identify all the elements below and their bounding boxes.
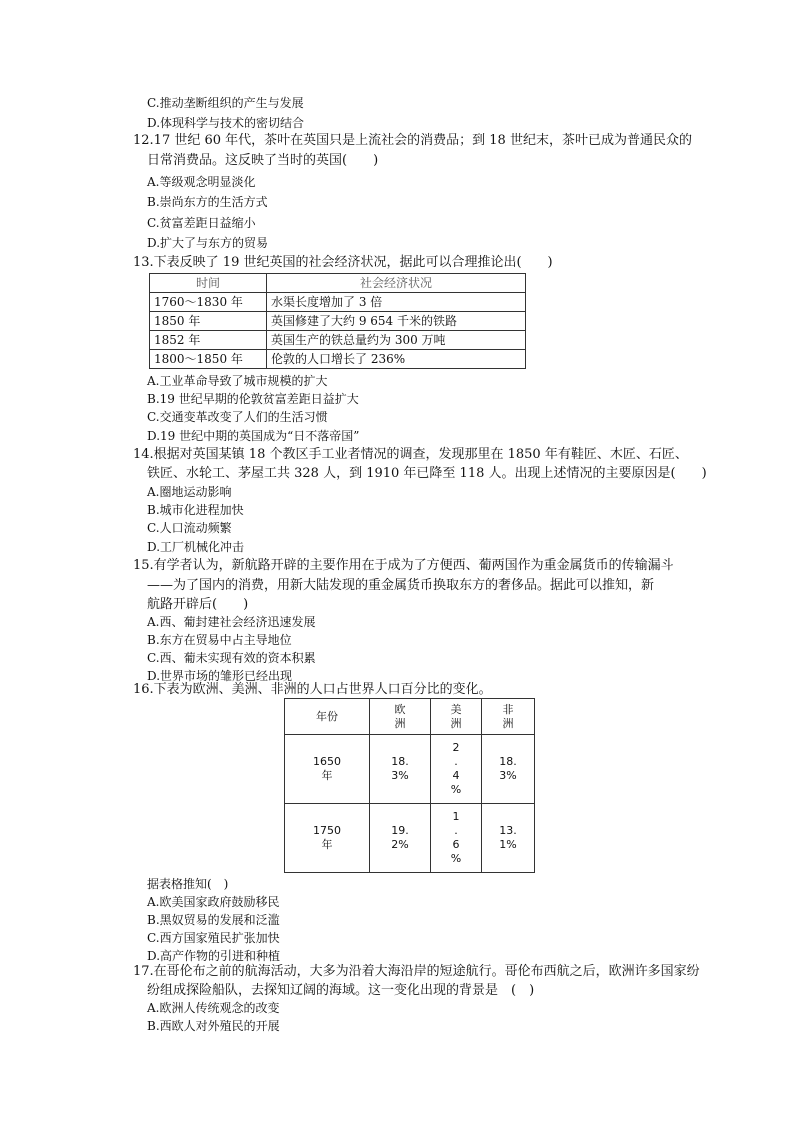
q14-stem-line1: 14.根据对英国某镇 18 个教区手工业者情况的调查，发现那里在 1850 年有鞋匠、木匠、石匠、 — [133, 447, 688, 462]
table-row — [150, 331, 526, 350]
q13-stem: 13.下表反映了 19 世纪英国的社会经济状况，据此可以合理推论出( ) — [133, 255, 553, 270]
q17-option-a: A.欧洲人传统观念的改变 — [147, 1001, 280, 1015]
table-row — [150, 293, 526, 312]
q13-cell-status: 英国修建了大约 9 654 千米的铁路 — [267, 312, 526, 331]
table-row — [285, 735, 535, 804]
q16-cell-year: 1750 年 — [285, 804, 370, 873]
q16-option-a: A.欧美国家政府鼓励移民 — [147, 895, 280, 909]
q13-cell-status: 伦敦的人口增长了 236% — [267, 350, 526, 369]
q13-option-b: B.19 世纪早期的伦敦贫富差距日益扩大 — [147, 392, 359, 406]
q16-cell-africa: 18. 3% — [482, 735, 535, 804]
q16-stem: 16.下表为欧洲、美洲、非洲的人口占世界人口百分比的变化。 — [133, 682, 492, 697]
q12-option-c: C.贫富差距日益缩小 — [147, 216, 256, 230]
q15-stem-line2: ——为了国内的消费，用新大陆发现的重金属货币换取东方的奢侈品。据此可以推知，新 — [147, 578, 655, 593]
q15-option-a: A.西、葡封建社会经济迅速发展 — [147, 615, 316, 629]
table-row — [285, 804, 535, 873]
q13-header-time: 时间 — [150, 274, 267, 293]
q14-option-a: A.圈地运动影响 — [147, 485, 232, 499]
q12-stem-line2: 日常消费品。这反映了当时的英国( ) — [147, 153, 379, 168]
q13-cell-time: 1760～1830 年 — [150, 293, 267, 312]
table-row — [150, 312, 526, 331]
q13-cell-time: 1800～1850 年 — [150, 350, 267, 369]
q13-cell-time: 1850 年 — [150, 312, 267, 331]
q16-cell-europe: 18. 3% — [370, 735, 431, 804]
q13-cell-status: 水渠长度增加了 3 倍 — [267, 293, 526, 312]
q13-cell-status: 英国生产的铁总量约为 300 万吨 — [267, 331, 526, 350]
q15-option-b: B.东方在贸易中占主导地位 — [147, 633, 292, 647]
q11-option-d: D.体现科学与技术的密切结合 — [147, 116, 305, 130]
q13-cell-time: 1852 年 — [150, 331, 267, 350]
q14-stem-line2: 铁匠、水轮工、茅屋工共 328 人，到 1910 年已降至 118 人。出现上述情况的主要原因是( ) — [147, 466, 707, 481]
q13-option-a: A.工业革命导致了城市规模的扩大 — [147, 374, 328, 388]
q13-option-c: C.交通变革改变了人们的生活习惯 — [147, 410, 328, 424]
q16-cell-europe: 19. 2% — [370, 804, 431, 873]
q13-header-status: 社会经济状况 — [267, 274, 526, 293]
q16-cell-america: 2 . 4 % — [431, 735, 482, 804]
q13-table — [149, 273, 526, 369]
q15-option-c: C.西、葡未实现有效的资本积累 — [147, 651, 316, 665]
q17-option-b: B.西欧人对外殖民的开展 — [147, 1019, 280, 1033]
q16-option-d: D.高产作物的引进和种植 — [147, 949, 281, 963]
q14-option-c: C.人口流动频繁 — [147, 521, 232, 535]
q12-option-a: A.等级观念明显淡化 — [147, 175, 256, 189]
q16-table — [284, 698, 535, 873]
q16-cell-america: 1 . 6 % — [431, 804, 482, 873]
q16-option-c: C.西方国家殖民扩张加快 — [147, 931, 280, 945]
q16-option-b: B.黑奴贸易的发展和泛滥 — [147, 913, 280, 927]
q17-stem-line1: 17.在哥伦布之前的航海活动，大多为沿着大海沿岸的短途航行。哥伦布西航之后，欧洲许多国家纷 — [133, 964, 700, 979]
q15-stem-line1: 15.有学者认为，新航路开辟的主要作用在于成为了方便西、葡两国作为重金属货币的传输漏斗 — [133, 558, 674, 573]
q12-stem-line1: 12.17 世纪 60 年代，茶叶在英国只是上流社会的消费品；到 18 世纪末，茶叶已成为普通民众的 — [133, 133, 692, 148]
q16-header-year: 年份 — [285, 699, 370, 735]
q14-option-d: D.工厂机械化冲击 — [147, 540, 245, 554]
q15-option-d: D.世界市场的雏形已经出现 — [147, 669, 293, 683]
q16-header-europe: 欧 洲 — [370, 699, 431, 735]
q16-header-africa: 非 洲 — [482, 699, 535, 735]
q16-after-table: 据表格推知( ) — [147, 877, 229, 891]
q16-cell-year: 1650 年 — [285, 735, 370, 804]
q17-stem-line2: 纷组成探险船队，去探知辽阔的海域。这一变化出现的背景是 ( ) — [147, 983, 535, 998]
q12-option-b: B.崇尚东方的生活方式 — [147, 195, 268, 209]
q14-option-b: B.城市化进程加快 — [147, 503, 244, 517]
table-row — [150, 350, 526, 369]
q16-header-america: 美 洲 — [431, 699, 482, 735]
q16-cell-africa: 13. 1% — [482, 804, 535, 873]
q15-stem-line3: 航路开辟后( ) — [147, 597, 249, 612]
q11-option-c: C.推动垄断组织的产生与发展 — [147, 96, 304, 110]
q12-option-d: D.扩大了与东方的贸易 — [147, 236, 269, 250]
q13-option-d: D.19 世纪中期的英国成为“日不落帝国” — [147, 429, 360, 443]
